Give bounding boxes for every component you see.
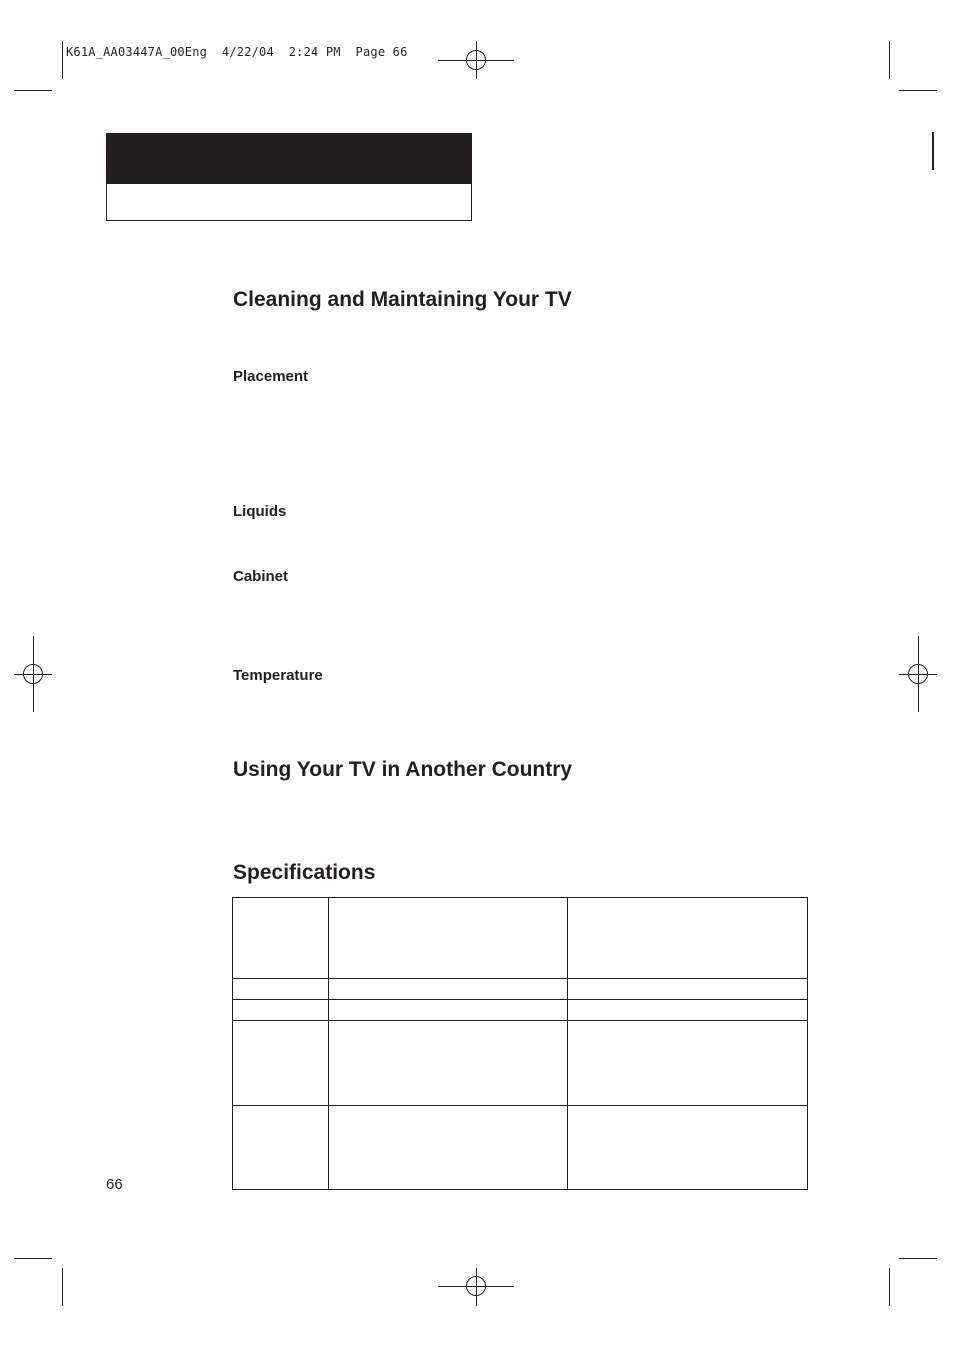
table-cell — [233, 979, 329, 1000]
table-row — [233, 898, 808, 979]
table-cell — [329, 1021, 568, 1106]
table-cell — [568, 1000, 808, 1021]
edge-tick-mark — [932, 132, 934, 170]
table-cell — [233, 898, 329, 979]
table-cell — [233, 1106, 329, 1190]
table-cell — [568, 898, 808, 979]
cabinet-subheading: Cabinet — [233, 568, 289, 585]
crop-mark — [62, 1268, 63, 1306]
table-cell — [233, 1000, 329, 1021]
crop-mark — [899, 1258, 937, 1259]
another-country-heading: Using Your TV in Another Country — [233, 758, 573, 781]
crop-mark — [899, 90, 937, 91]
crop-mark — [14, 1258, 52, 1259]
liquids-subheading: Liquids — [233, 503, 287, 520]
table-cell — [329, 898, 568, 979]
table-cell — [329, 1106, 568, 1190]
crop-mark — [889, 41, 890, 79]
page-number: 66 — [106, 1176, 123, 1193]
cleaning-heading: Cleaning and Maintaining Your TV — [233, 288, 572, 311]
table-row — [233, 979, 808, 1000]
table-cell — [568, 1021, 808, 1106]
temperature-subheading: Temperature — [233, 667, 323, 684]
table-cell — [233, 1021, 329, 1106]
table-cell — [568, 979, 808, 1000]
crop-mark — [62, 41, 63, 79]
crop-mark — [14, 90, 52, 91]
placement-subheading: Placement — [233, 368, 309, 385]
chapter-header-bar — [107, 134, 471, 184]
table-cell — [329, 1000, 568, 1021]
table-row — [233, 1021, 808, 1106]
printer-slug-line: K61A_AA03447A_00Eng 4/22/04 2:24 PM Page 66 — [66, 45, 408, 59]
specifications-heading: Specifications — [233, 861, 376, 884]
table-row — [233, 1106, 808, 1190]
table-row — [233, 1000, 808, 1021]
table-cell — [568, 1106, 808, 1190]
specifications-table — [232, 897, 808, 1190]
table-cell — [329, 979, 568, 1000]
crop-mark — [889, 1268, 890, 1306]
chapter-header-box — [106, 133, 472, 221]
